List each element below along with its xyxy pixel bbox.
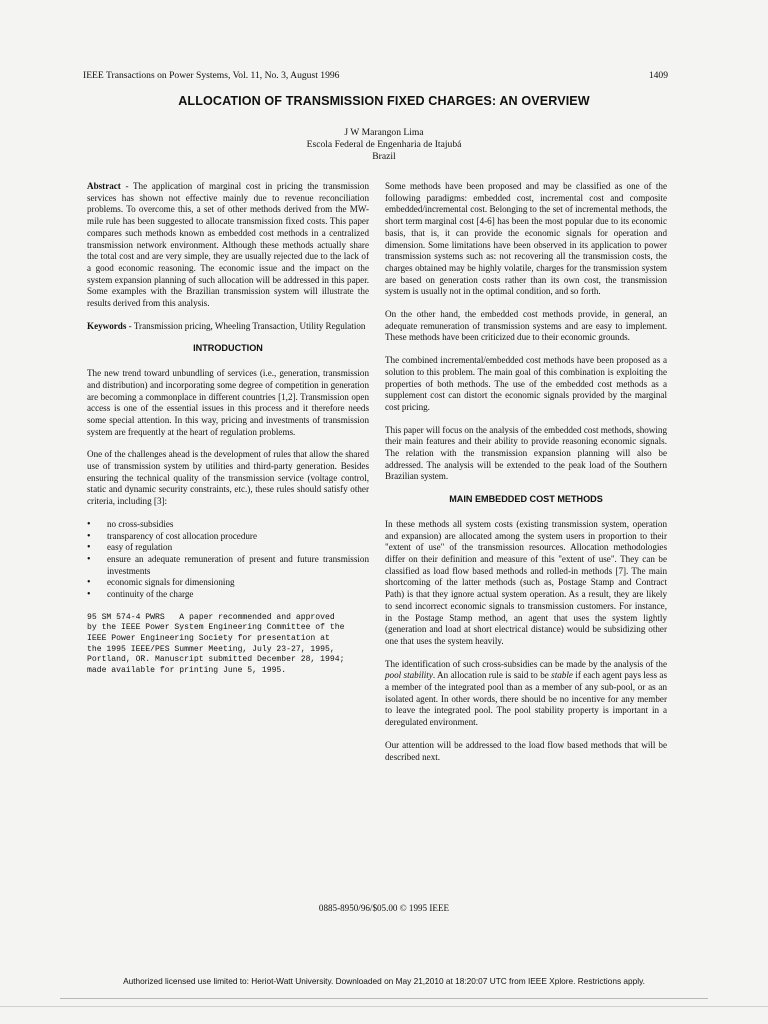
paper-title: ALLOCATION OF TRANSMISSION FIXED CHARGES: AN OVERVIEW	[178, 94, 590, 108]
right-paragraph-2: On the other hand, the embedded cost methods provide, in general, an adequate remuneration of transmission systems and are easy to implement. These methods have been criticized due to their economic grounds.	[385, 309, 667, 343]
list-item: • ensure an adequate remuneration of present and future transmission investments	[87, 554, 369, 577]
keywords-text: - Transmission pricing, Wheeling Transaction, Utility Regulation	[126, 320, 366, 331]
author-affiliation: Escola Federal de Engenharia de Itajubá	[306, 139, 462, 150]
manuscript-footnote: 95 SM 574-4 PWRS A paper recommended and approved by the IEEE Power System Engineering Committee of the IEEE Power Engineering Society for presentation at the 1995 IEEE/PES Summer Meeting, July 23-27, 1995, Portland, OR. Manuscript submitted December 28, 1994; made available for printing June 5, 1995.	[87, 612, 345, 675]
keywords	[87, 321, 369, 333]
text-run: The identification of such cross-subsidies can be made by the analysis of the	[385, 658, 667, 669]
text-run: . An allocation rule is said to be	[432, 670, 552, 681]
abstract	[87, 181, 369, 310]
intro-paragraph-1: The new trend toward unbundling of services (i.e., generation, transmission and distribution) and incorporating some degree of competition in generation are becoming a commonplace in different countries [1,2]. Transmission open access is one of the essential issues in this process and it therefore needs some special attention. In this way, pricing and investments of transmission system are frequently at the heart of regulation problems.	[87, 368, 369, 437]
introduction-heading: INTRODUCTION	[193, 343, 263, 354]
methods-paragraph-3: Our attention will be addressed to the load flow based methods that will be described next.	[385, 739, 667, 762]
abstract-text: - The application of marginal cost in pricing the transmission services has shown not effective mainly due to revenue reconciliation problems. To overcome this, a set of other methods derived from the MW-mile rule has been suggested to allocate transmission fixed costs. This paper compares such methods known as embedded cost methods in a centralized transmission network environment. Although these methods actually share the total cost and are very simple, they are usually rejected due to the lack of a good economic reasoning. The economic issue and the impact on the system expansion planning of such allocation will be addressed in this paper. Some examples with the Brazilian transmission system will illustrate the results derived from this analysis.	[87, 181, 369, 309]
criteria-list	[87, 519, 369, 601]
list-item: • easy of regulation	[87, 542, 369, 554]
footer-divider	[60, 998, 708, 999]
running-header	[83, 70, 668, 81]
footer-divider-secondary	[0, 1006, 768, 1007]
copyright-line: 0885-8950/96/$05.00 © 1995 IEEE	[318, 903, 450, 913]
author-name: J W Marangon Lima	[344, 127, 424, 138]
left-column	[87, 181, 369, 676]
list-item: • no cross-subsidies	[87, 519, 369, 531]
license-notice: Authorized licensed use limited to: Heriot-Watt University. Downloaded on May 21,2010 at 18:20:07 UTC from IEEE Xplore. Restrictions apply.	[123, 976, 645, 986]
author-block	[0, 127, 768, 163]
abstract-label: Abstract	[87, 181, 121, 191]
methods-paragraph-2	[385, 659, 667, 729]
author-country: Brazil	[372, 151, 396, 162]
emphasis-pool-stability: pool stability	[385, 670, 433, 681]
methods-heading: MAIN EMBEDDED COST METHODS	[449, 494, 603, 505]
text-run: if each agent pays less as a member of the integrated pool than as a member of any sub-pool, or as an isolated agent. In other words, there should be no incentive for any member to leave the integrated pool. The pool stability property is important in a deregulated environment.	[385, 670, 667, 728]
intro-paragraph-2: One of the challenges ahead is the development of rules that allow the shared use of transmission system by utilities and third-party generation. Besides ensuring the technical quality of the transmission service (voltage control, static and dynamic security constraints, etc.), these rules should satisfy other criteria, including [3]:	[87, 449, 369, 507]
right-paragraph-3: The combined incremental/embedded cost methods have been proposed as a solution to this problem. The main goal of this combination is exploiting the properties of both methods. The use of the embedded cost methods as a supplement cost can distort the economic signals provided by the marginal cost pricing.	[385, 355, 667, 412]
emphasis-stable: stable	[551, 670, 573, 681]
methods-paragraph-1: In these methods all system costs (existing transmission system, operation and expansion) are allocated among the system users in proportion to their "extent of use" of the transmission resources. Allocation methodologies differ on their definition and measure of this "extent of use". They can be classified as load flow based methods and rolled-in methods [7]. The main shortcoming of the latter methods (such as, Postage Stamp and Contract Path) is that they ignore actual system operation. As a result, they are likely to send incorrect economic signals to transmission customers. For instance, in the Postage Stamp method, an agent that uses the system lightly (generation and load at short electrical distance) would be subsidizing other one that uses the system heavily.	[385, 518, 667, 646]
right-column	[385, 181, 667, 774]
list-item: • economic signals for dimensioning	[87, 577, 369, 589]
journal-citation: IEEE Transactions on Power Systems, Vol. 11, No. 3, August 1996	[83, 70, 340, 81]
page-number: 1409	[648, 70, 668, 81]
right-paragraph-4: This paper will focus on the analysis of the embedded cost methods, showing their main features and their ability to provide reasoning economic signals. The relation with the transmission expansion planning will also be addressed. The analysis will be extended to the peak load of the Southern Brazilian system.	[385, 424, 667, 482]
list-item: • transparency of cost allocation procedure	[87, 531, 369, 543]
list-item: • continuity of the charge	[87, 589, 369, 601]
right-paragraph-1: Some methods have been proposed and may be classified as one of the following paradigms: embedded cost, incremental cost and composite embedded/incremental cost. Belonging to the set of incremental methods, the short term marginal cost [4-6] has been the most popular due to its economic basis, that is, it can provide the economic signals for operation and dimension. Some limitations have been observed in its application to power transmission systems such as: not recovering all the transmission costs, the charges obtained may be highly volatile, charges for the transmission system are based on generation costs rather than its own cost, the transmission system is usually not in the optimal condition, and so forth.	[385, 181, 667, 297]
keywords-label: Keywords	[87, 320, 127, 331]
